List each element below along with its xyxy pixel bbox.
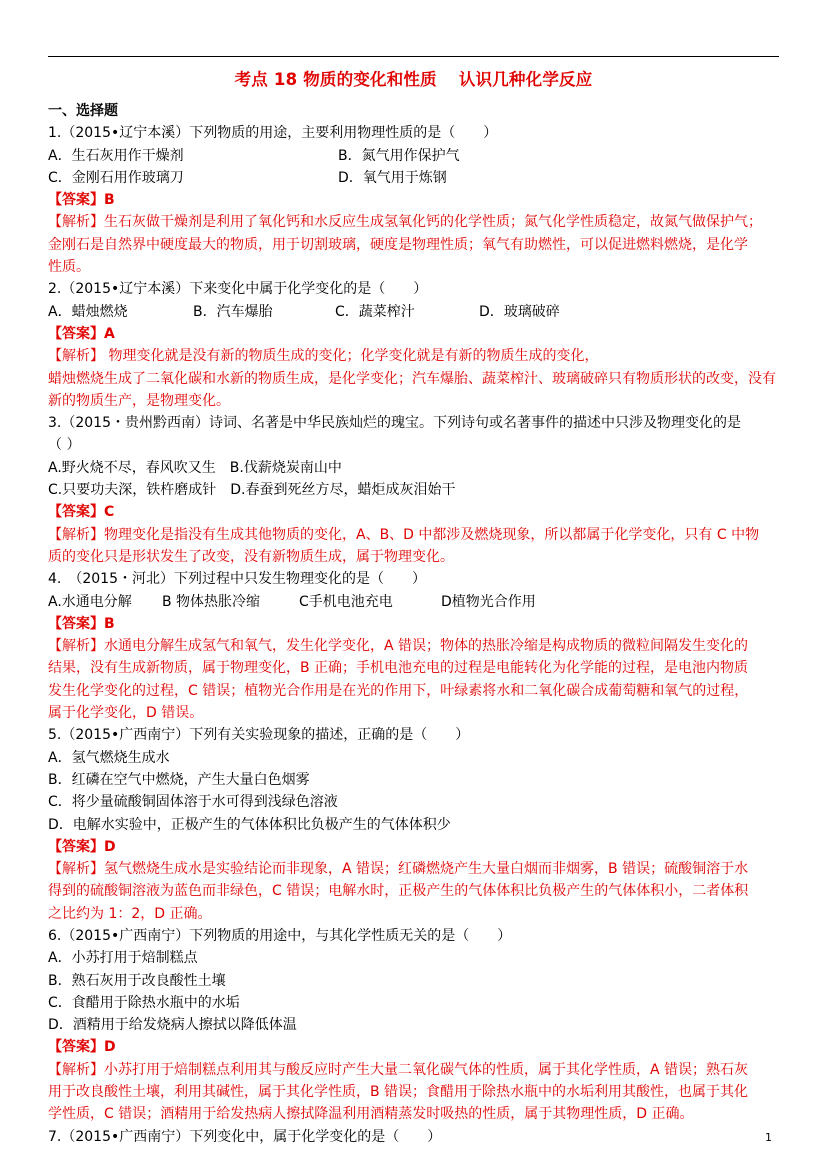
explanation-line: 发生化学变化的过程，C 错误；植物光合作用是在光的作用下，叶绿素将水和二氧化碳合成葡萄糖和氧气的过程， (48, 682, 749, 699)
question-stem-cont: （ ） (48, 437, 81, 454)
explanation-line: 蜡烛燃烧生成了二氧化碳和水新的物质生成，是化学变化；汽车爆胎、蔬菜榨汁、玻璃破碎只有物质形状的改变，没有 (48, 370, 776, 387)
answer-label: 【答案】D (48, 1039, 116, 1056)
explanation-line: 【解析】物理变化是指没有生成其他物质的变化，A、B、D 中都涉及燃烧现象，所以都属于化学变化，只有 C 中物 (48, 526, 760, 543)
explanation-line: 之比约为 1：2，D 正确。 (48, 905, 212, 922)
option-row: A.野火烧不尽，春风吹又生 B.伐薪烧炭南山中 (48, 459, 342, 476)
explanation-line: 属于化学变化，D 错误。 (48, 705, 204, 722)
option-d: D．氧气用于炼钢 (338, 169, 447, 186)
option-b: B．汽车爆胎 (193, 303, 273, 320)
option-c: C．将少量硫酸铜固体溶于水可得到浅绿色溶液 (48, 794, 338, 811)
explanation-line: 学性质，C 错误；酒精用于给发热病人擦拭降温利用酒精蒸发时吸热的性质，属于其物理性质，D 正确。 (48, 1106, 694, 1123)
explanation-line: 【解析】水通电分解生成氢气和氧气，发生化学变化，A 错误；物体的热胀冷缩是构成物质的微粒间隔发生变化的 (48, 638, 749, 655)
option-c: C．金刚石用作玻璃刀 (48, 169, 184, 186)
section-heading: 一、选择题 (48, 103, 118, 119)
answer-label: 【答案】C (48, 504, 115, 521)
option-b: B．氮气用作保护气 (338, 147, 460, 164)
title-topic: 考点 18 物质的变化和性质 (234, 70, 437, 89)
option-b: B 物体热胀冷缩 (162, 593, 261, 610)
option-row (48, 145, 783, 167)
explanation-line: 性质。 (48, 259, 90, 276)
explanation-line: 用于改良酸性土壤，利用其碱性，属于其化学性质，B 错误；食醋用于除热水瓶中的水垢利用其酸性，也属于其化 (48, 1084, 749, 1101)
option-c: C手机电池充电 (299, 593, 393, 610)
question-stem: 5.（2015•广西南宁）下列有关实验现象的描述，正确的是（ ） (48, 727, 470, 744)
option-d: D．电解水实验中，正极产生的气体体积比负极产生的气体体积少 (48, 816, 451, 833)
question-stem: 3.（2015・贵州黔西南）诗词、名著是中华民族灿烂的瑰宝。下列诗句或名著事件的描述中只涉及物理变化的是 (48, 415, 741, 432)
explanation-line: 【解析】生石灰做干燥剂是利用了氧化钙和水反应生成氢氧化钙的化学性质；氮气化学性质稳定，故氮气做保护气； (48, 214, 762, 231)
explanation-line: 【解析】氢气燃烧生成水是实验结论而非现象，A 错误；红磷燃烧产生大量白烟而非烟雾，B 错误；硫酸铜溶于水 (48, 861, 749, 878)
option-a: A．氢气燃烧生成水 (48, 749, 170, 766)
explanation-line: 新的物质生产，是物理变化。 (48, 392, 230, 409)
option-row (48, 301, 783, 323)
option-row (48, 167, 783, 189)
question-stem: 1.（2015•辽宁本溪）下列物质的用途，主要利用物理性质的是（ ） (48, 125, 498, 142)
title-subtopic: 认识几种化学反应 (458, 70, 593, 89)
option-d: D．玻璃破碎 (479, 303, 560, 320)
page-number: 1 (765, 1131, 772, 1144)
option-row (48, 591, 783, 613)
answer-label: 【答案】B (48, 192, 115, 209)
answer-label: 【答案】B (48, 615, 115, 632)
header-rule (48, 56, 779, 57)
option-b: B．红磷在空气中燃烧，产生大量白色烟雾 (48, 771, 310, 788)
question-stem: 2.（2015•辽宁本溪）下来变化中属于化学变化的是（ ） (48, 281, 428, 298)
answer-label: 【答案】D (48, 838, 116, 855)
option-d: D植物光合作用 (441, 593, 536, 610)
question-stem: 7.（2015•广西南宁）下列变化中，属于化学变化的是（ ） (48, 1128, 442, 1145)
explanation-line: 【解析】小苏打用于焙制糕点利用其与酸反应时产生大量二氧化碳气体的性质，属于其化学性质，A 错误；熟石灰 (48, 1061, 749, 1078)
option-a: A.水通电分解 (48, 593, 132, 610)
question-stem: 4. （2015・河北）下列过程中只发生物理变化的是（ ） (48, 571, 426, 588)
answer-label: 【答案】A (48, 325, 115, 342)
explanation-line: 质的变化只是形状发生了改变，没有新物质生成，属于物理变化。 (48, 548, 454, 565)
option-c: C．蔬菜榨汁 (335, 303, 415, 320)
option-row: C.只要功夫深，铁杵磨成针 D.春蚕到死丝方尽，蜡炬成灰泪始干 (48, 482, 456, 499)
explanation-line: 金刚石是自然界中硬度最大的物质，用于切割玻璃，硬度是物理性质；氧气有助燃性，可以促进燃料燃烧，是化学 (48, 236, 748, 253)
option-b: B．熟石灰用于改良酸性土壤 (48, 972, 226, 989)
page-title (0, 66, 827, 90)
option-a: A．蜡烛燃烧 (48, 303, 128, 320)
question-stem: 6.（2015•广西南宁）下列物质的用途中，与其化学性质无关的是（ ） (48, 927, 512, 944)
explanation-line: 结果，没有生成新物质，属于物理变化，B 正确；手机电池充电的过程是电能转化为化学能的过程，是电池内物质 (48, 660, 749, 677)
option-d: D．酒精用于给发烧病人擦拭以降低体温 (48, 1017, 297, 1034)
explanation-line: 得到的硫酸铜溶液为蓝色而非绿色，C 错误；电解水时，正极产生的气体体积比负极产生的气体体积小，二者体积 (48, 883, 749, 900)
option-a: A．小苏打用于焙制糕点 (48, 950, 198, 967)
option-c: C．食醋用于除热水瓶中的水垢 (48, 994, 240, 1011)
option-a: A．生石灰用作干燥剂 (48, 147, 184, 164)
document-body (48, 100, 783, 1148)
explanation-line: 【解析】 物理变化就是没有新的物质生成的变化；化学变化就是有新的物质生成的变化， (48, 348, 599, 365)
